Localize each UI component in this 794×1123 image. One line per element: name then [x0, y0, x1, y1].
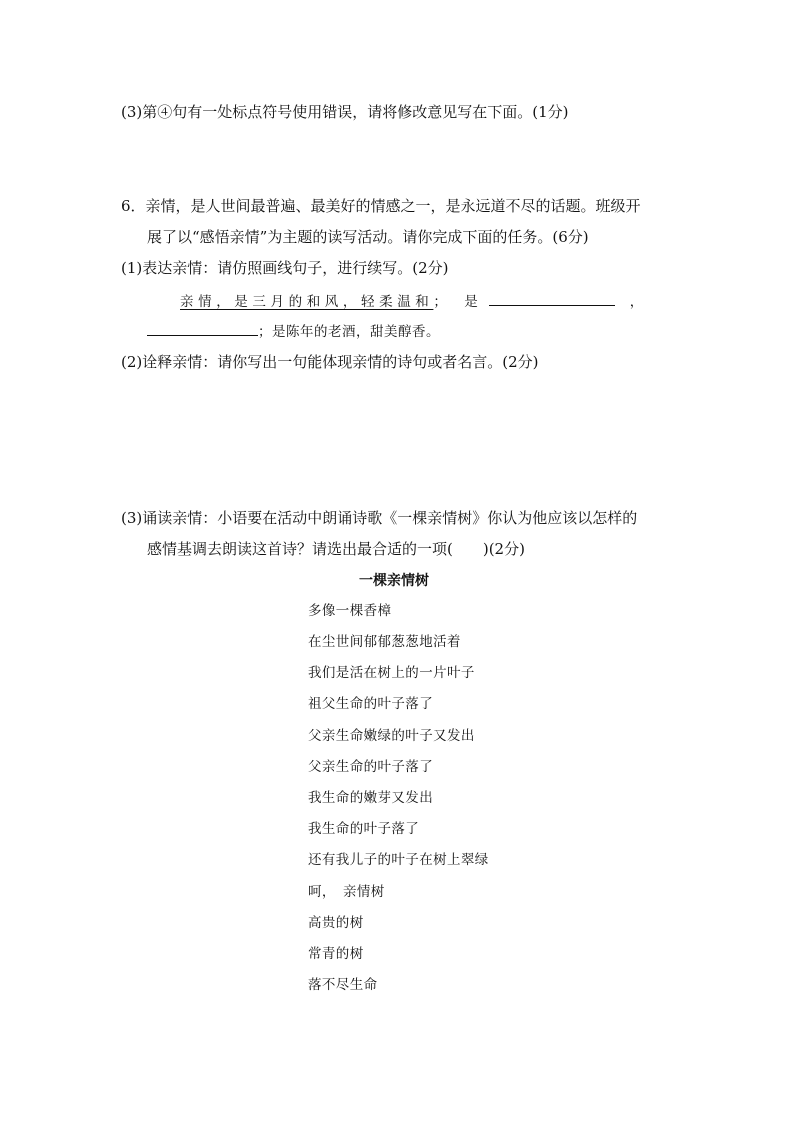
answer-blank-1[interactable] — [489, 291, 615, 306]
question-6-part-3-line-1: (3)诵读亲情：小语要在活动中朗诵诗歌《一棵亲情树》你认为他应该以怎样的 — [121, 509, 638, 527]
poem-line: 在尘世间郁郁葱葱地活着 — [308, 634, 461, 650]
imitation-tail: ；是陈年的老酒，甜美醇香。 — [258, 324, 440, 340]
question-6-part-2-label: (2)诠释亲情：请你写出一句能体现亲情的诗句或者名言。(2分) — [121, 353, 539, 371]
poem-line: 祖父生命的叶子落了 — [308, 696, 434, 712]
question-6-line-2: 展了以“感悟亲情”为主题的读写活动。请你完成下面的任务。(6分) — [147, 228, 589, 246]
question-5-3: (3)第④句有一处标点符号使用错误，请将修改意见写在下面。(1分) — [121, 103, 569, 121]
question-6-part-3-line-2: 感情基调去朗读这首诗？请选出最合适的一项( )(2分) — [147, 540, 525, 558]
poem-line: 呵， 亲情树 — [308, 884, 385, 900]
poem-line: 父亲生命嫩绿的叶子又发出 — [308, 728, 475, 744]
poem-line: 落不尽生命 — [308, 977, 378, 993]
poem-line: 高贵的树 — [308, 915, 364, 931]
answer-blank-2[interactable] — [147, 321, 258, 336]
imitation-sentence-row — [180, 291, 644, 312]
imitation-sentence-row-2 — [147, 321, 440, 342]
poem-title: 一棵亲情树 — [359, 573, 429, 589]
is-word: 是 — [464, 294, 479, 310]
question-6-part-1-label: (1)表达亲情：请仿照画线句子，进行续写。(2分) — [121, 259, 449, 277]
poem-line: 父亲生命的叶子落了 — [308, 759, 434, 775]
poem-line: 我生命的嫩芽又发出 — [308, 790, 434, 806]
underlined-example-sentence: 亲情，是三月的和风，轻柔温和 — [180, 294, 434, 310]
question-6-line-1: 6．亲情，是人世间最普遍、最美好的情感之一，是永远道不尽的话题。班级开 — [121, 197, 641, 215]
poem-line: 我们是活在树上的一片叶子 — [308, 665, 475, 681]
poem-line: 多像一棵香樟 — [308, 603, 392, 619]
comma: ， — [629, 294, 644, 310]
poem-line: 我生命的叶子落了 — [308, 821, 420, 837]
poem-line: 还有我儿子的叶子在树上翠绿 — [308, 852, 489, 868]
semicolon: ； — [433, 294, 448, 310]
poem-line: 常青的树 — [308, 946, 364, 962]
